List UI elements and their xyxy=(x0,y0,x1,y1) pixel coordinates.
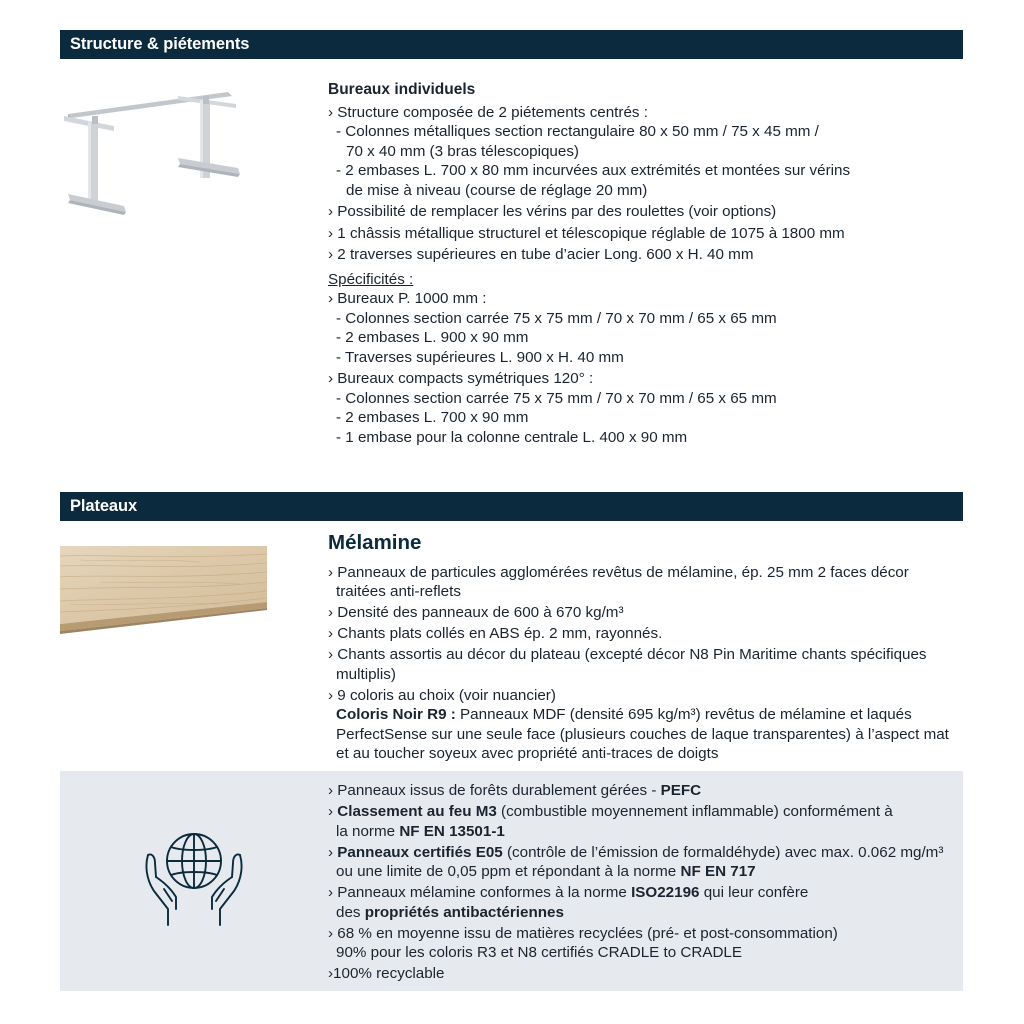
eco-bold-segment: NF EN 717 xyxy=(680,863,756,880)
spec-line: › Bureaux compacts symétriques 120° : xyxy=(328,370,594,387)
eco-text-segment: › xyxy=(328,803,338,820)
section-title-structure: Structure & piétements xyxy=(70,35,250,53)
section-title-plateaux: Plateaux xyxy=(70,497,138,515)
eco-text-segment: ou une limite de 0,05 ppm et répondant à la norme xyxy=(336,863,681,880)
spec-line: › Bureaux P. 1000 mm : xyxy=(328,290,487,307)
structure-line: - Colonnes métalliques section rectangulaire 80 x 50 mm / 75 x 45 mm / xyxy=(336,123,819,140)
eco-text-segment: des xyxy=(336,903,365,921)
desk-frame-illustration xyxy=(60,82,250,222)
plateaux-line: multiplis) xyxy=(336,665,396,683)
eco-line xyxy=(328,781,958,801)
eco-text-segment: › xyxy=(328,843,338,861)
plateaux-heading: Mélamine xyxy=(328,531,422,554)
eco-line xyxy=(328,883,958,903)
eco-bold-segment: NF EN 13501-1 xyxy=(399,822,505,840)
spec-line: - Colonnes section carrée 75 x 75 mm / 70 x 70 mm / 65 x 65 mm xyxy=(336,309,777,327)
eco-line: › 68 % en moyenne issu de matières recyclées (pré- et post-consommation) xyxy=(328,924,838,942)
plateaux-line: › Chants plats collés en ABS ép. 2 mm, rayonnés. xyxy=(328,625,663,642)
structure-line: de mise à niveau (course de réglage 20 mm) xyxy=(346,181,648,199)
structure-heading: Bureaux individuels xyxy=(328,81,476,98)
spec-line: - Traverses supérieures L. 900 x H. 40 mm xyxy=(336,348,624,366)
structure-line: › Possibilité de remplacer les vérins par des roulettes (voir options) xyxy=(328,203,777,220)
structure-line: › 1 châssis métallique structurel et télescopique réglable de 1075 à 1800 mm xyxy=(328,224,845,242)
eco-text-segment: qui leur confère xyxy=(699,884,809,901)
noir-line: et au toucher soyeux avec propriété anti-traces de doigts xyxy=(336,745,719,762)
eco-bold-segment: Panneaux certifiés E05 xyxy=(337,843,503,861)
noir-text: Panneaux MDF (densité 695 kg/m³) revêtus de mélamine et laqués xyxy=(455,706,912,723)
eco-line xyxy=(328,843,958,863)
eco-text-segment: (combustible moyennement inflammable) conformément à xyxy=(496,803,893,820)
plateaux-line: traitées anti-reflets xyxy=(336,583,461,600)
structure-text xyxy=(328,80,963,447)
noir-line xyxy=(328,705,963,725)
structure-line: › 2 traverses supérieures en tube d’acier Long. 600 x H. 40 mm xyxy=(328,246,754,263)
noir-label: Coloris Noir R9 : xyxy=(336,706,456,723)
eco-bold-segment: Classement au feu M3 xyxy=(337,803,497,820)
spec-line: - 2 embases L. 700 x 90 mm xyxy=(336,409,529,426)
spec-line: - 1 embase pour la colonne centrale L. 400 x 90 mm xyxy=(336,428,688,446)
eco-text-segment: (contrôle de l’émission de formaldéhyde) avec max. 0.062 mg/m³ xyxy=(502,843,944,861)
eco-line xyxy=(328,862,958,882)
eco-text-segment: › Panneaux issus de forêts durablement gérées - xyxy=(328,782,661,799)
plateaux-line: › Densité des panneaux de 600 à 670 kg/m³ xyxy=(328,604,624,621)
eco-bold-segment: propriétés antibactériennes xyxy=(364,903,564,921)
plateaux-line: › Panneaux de particules agglomérées revêtus de mélamine, ép. 25 mm 2 faces décor xyxy=(328,563,909,581)
globe-in-hands-icon xyxy=(142,831,246,927)
section-bar-structure xyxy=(60,30,963,59)
structure-line: - 2 embases L. 700 x 80 mm incurvées aux extrémités et montées sur vérins xyxy=(336,162,851,179)
eco-panel xyxy=(60,771,963,991)
plateaux-text xyxy=(328,533,963,764)
eco-text xyxy=(328,781,958,984)
spec-heading: Spécificités : xyxy=(328,270,414,288)
section-bar-plateaux xyxy=(60,492,963,521)
plateaux-line: › 9 coloris au choix (voir nuancier) xyxy=(328,686,556,704)
eco-line xyxy=(328,802,958,822)
eco-line xyxy=(328,822,958,842)
plateaux-line: › Chants assortis au décor du plateau (excepté décor N8 Pin Maritime chants spécifiques xyxy=(328,646,927,663)
eco-bold-segment: ISO22196 xyxy=(631,884,700,901)
eco-line: ›100% recyclable xyxy=(328,965,445,982)
structure-line: › Structure composée de 2 piétements centrés : xyxy=(328,103,648,121)
noir-line: PerfectSense sur une seule face (plusieurs couches de laque transparentes) à l’aspect mat xyxy=(336,725,949,743)
eco-line xyxy=(328,903,958,923)
spec-line: - 2 embases L. 900 x 90 mm xyxy=(336,329,529,346)
eco-text-segment: la norme xyxy=(336,822,400,840)
spec-line: - Colonnes section carrée 75 x 75 mm / 70 x 70 mm / 65 x 65 mm xyxy=(336,389,777,407)
structure-line: 70 x 40 mm (3 bras télescopiques) xyxy=(346,142,579,160)
eco-line: 90% pour les coloris R3 et N8 certifiés CRADLE to CRADLE xyxy=(336,944,742,961)
eco-text-segment: › Panneaux mélamine conformes à la norme xyxy=(328,884,632,901)
wood-panel-illustration xyxy=(60,544,270,644)
eco-bold-segment: PEFC xyxy=(660,782,702,799)
